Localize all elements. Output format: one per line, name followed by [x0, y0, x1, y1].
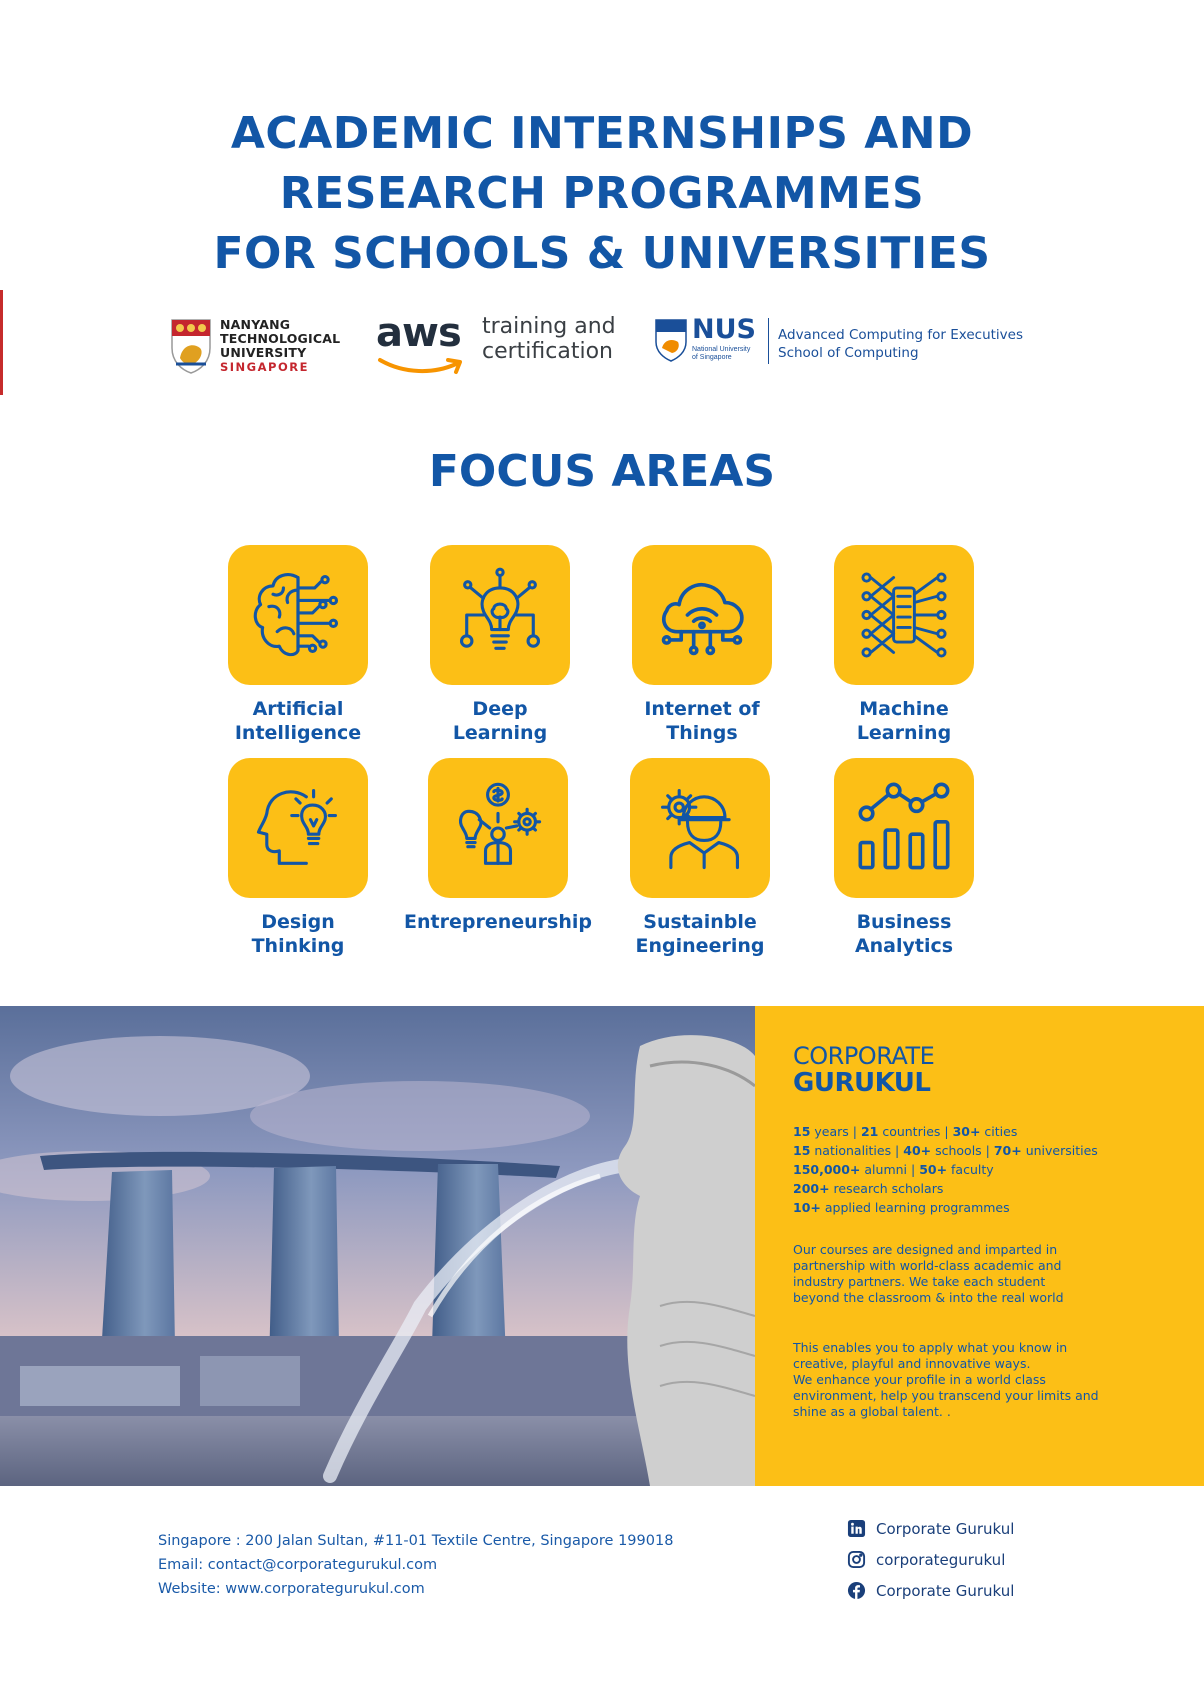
about-line: industry partners. We take each student: [793, 1274, 1046, 1289]
focus-tile: [430, 545, 570, 685]
focus-card-entrepreneurship: [398, 758, 598, 934]
nus-crest-icon: [654, 318, 688, 362]
stat-line: [793, 1160, 1098, 1179]
facebook-link[interactable]: [847, 1575, 1014, 1606]
focus-card-deep-learning: [400, 545, 600, 745]
focus-label: Thinking: [251, 935, 345, 957]
email-text[interactable]: Email: contact@corporategurukul.com: [158, 1557, 438, 1573]
stats-list: [793, 1122, 1098, 1217]
brain-circuit-icon: [246, 563, 350, 667]
entrepreneur-icon: [446, 776, 550, 880]
focus-label: Learning: [856, 722, 952, 744]
nus-logo-subtext: National University: [692, 346, 751, 353]
stat-value: 10+: [793, 1200, 821, 1215]
focus-tile: [632, 545, 772, 685]
about-paragraph-2: [793, 1340, 1123, 1420]
ntu-logo-text: NANYANG: [220, 317, 291, 332]
instagram-icon: [847, 1550, 866, 1569]
address-text: Singapore : 200 Jalan Sultan, #11-01 Textile Centre, Singapore 199018: [158, 1533, 674, 1549]
corporate-gurukul-logo-line2: GURUKUL: [793, 1068, 931, 1098]
stat-text: nationalities |: [810, 1143, 904, 1158]
focus-tile: [834, 758, 974, 898]
lightbulb-network-icon: [448, 563, 552, 667]
about-line: Our courses are designed and imparted in: [793, 1242, 1058, 1257]
ntu-logo-text: UNIVERSITY: [220, 345, 307, 360]
stat-line: [793, 1198, 1098, 1217]
about-line: beyond the classroom & into the real world: [793, 1290, 1064, 1305]
aws-smile-icon: [376, 356, 466, 378]
social-links: [847, 1513, 1014, 1606]
ntu-logo: [170, 316, 350, 378]
stat-text: applied learning programmes: [820, 1200, 1010, 1215]
title-line: ACADEMIC INTERNSHIPS AND: [230, 108, 974, 159]
focus-label: Analytics: [854, 935, 954, 957]
focus-label: Machine: [859, 698, 949, 720]
stat-text: cities: [980, 1124, 1018, 1139]
facebook-icon: [847, 1581, 866, 1600]
about-line: shine as a global talent. .: [793, 1404, 951, 1419]
stat-value: 21: [860, 1124, 879, 1139]
stat-value: 200+: [793, 1181, 830, 1196]
focus-tile: [228, 758, 368, 898]
nus-logo-subtext: of Singapore: [692, 354, 732, 361]
stat-text: universities: [1021, 1143, 1098, 1158]
cloud-wifi-icon: [650, 563, 754, 667]
about-line: partnership with world-class academic and: [793, 1258, 1062, 1273]
ntu-logo-text: TECHNOLOGICAL: [220, 331, 341, 346]
about-line: This enables you to apply what you know in: [793, 1340, 1068, 1355]
stat-line: [793, 1122, 1098, 1141]
stat-text: alumni |: [860, 1162, 920, 1177]
aws-logo-word: aws: [376, 310, 461, 356]
focus-card-sustainable-engineering: [600, 758, 800, 958]
focus-tile: [228, 545, 368, 685]
ntu-logo-text: SINGAPORE: [220, 360, 309, 374]
focus-label: Internet of: [644, 698, 760, 720]
nus-logo-word: NUS: [692, 314, 756, 345]
linkedin-label: Corporate Gurukul: [876, 1519, 1015, 1538]
focus-label: Business: [856, 911, 952, 933]
stat-value: 150,000+: [793, 1162, 861, 1177]
focus-card-design-thinking: [198, 758, 398, 958]
instagram-link[interactable]: [847, 1544, 1014, 1575]
stat-line: [793, 1141, 1098, 1160]
linkedin-link[interactable]: [847, 1513, 1014, 1544]
instagram-label: corporategurukul: [876, 1550, 1006, 1569]
focus-label: Learning: [452, 722, 548, 744]
linkedin-icon: [847, 1519, 866, 1538]
focus-label: Intelligence: [234, 722, 362, 744]
singapore-skyline-photo: [0, 1006, 755, 1486]
focus-label: Entrepreneurship: [404, 911, 592, 933]
focus-label: Design: [261, 911, 335, 933]
facebook-label: Corporate Gurukul: [876, 1581, 1015, 1600]
stat-value: 50+: [919, 1162, 948, 1177]
focus-tile: [428, 758, 568, 898]
stat-text: research scholars: [829, 1181, 944, 1196]
analytics-chart-icon: [852, 776, 956, 880]
stat-line: [793, 1179, 1098, 1198]
stat-text: faculty: [947, 1162, 994, 1177]
focus-tile: [834, 545, 974, 685]
focus-label: Things: [666, 722, 738, 744]
about-line: We enhance your profile in a world class: [793, 1372, 1046, 1387]
focus-label: Sustainble: [643, 911, 757, 933]
aws-logo: [372, 310, 622, 380]
aws-logo-text: training and: [482, 314, 616, 339]
page-title: [0, 104, 1204, 284]
aws-logo-text: certification: [482, 339, 613, 364]
focus-areas-heading: FOCUS AREAS: [428, 446, 776, 497]
focus-card-machine-learning: [804, 545, 1004, 745]
stat-text: years |: [810, 1124, 861, 1139]
about-line: environment, help you transcend your limits and: [793, 1388, 1099, 1403]
corporate-gurukul-logo-line1: CORPORATE: [793, 1042, 935, 1070]
stat-value: 30+: [952, 1124, 981, 1139]
stat-value: 40+: [903, 1143, 932, 1158]
contact-info: [158, 1529, 673, 1601]
about-line: creative, playful and innovative ways.: [793, 1356, 1031, 1371]
focus-label: Deep: [472, 698, 528, 720]
title-line: FOR SCHOOLS & UNIVERSITIES: [213, 228, 991, 279]
neural-network-icon: [852, 563, 956, 667]
page-edge-marker: [0, 290, 3, 395]
stat-text: countries |: [878, 1124, 953, 1139]
focus-card-business-analytics: [804, 758, 1004, 958]
engineer-icon: [648, 776, 752, 880]
info-panel: [755, 1006, 1204, 1486]
website-text[interactable]: Website: www.corporategurukul.com: [158, 1581, 425, 1597]
focus-label: Engineering: [635, 935, 765, 957]
focus-tile: [630, 758, 770, 898]
nus-logo: [654, 314, 1034, 374]
ntu-crest-icon: [170, 318, 212, 374]
stat-text: schools |: [931, 1143, 994, 1158]
focus-card-internet-of-things: [602, 545, 802, 745]
nus-logo-text: School of Computing: [778, 345, 919, 361]
focus-card-artificial-intelligence: [198, 545, 398, 745]
stat-value: 15: [793, 1124, 811, 1139]
title-line: RESEARCH PROGRAMMES: [279, 168, 925, 219]
focus-label: Artificial: [252, 698, 344, 720]
stat-value: 70+: [993, 1143, 1022, 1158]
about-paragraph-1: [793, 1242, 1123, 1306]
nus-logo-text: Advanced Computing for Executives: [778, 327, 1024, 343]
nus-logo-divider: [768, 318, 769, 364]
head-lightbulb-icon: [246, 776, 350, 880]
stat-value: 15: [793, 1143, 811, 1158]
